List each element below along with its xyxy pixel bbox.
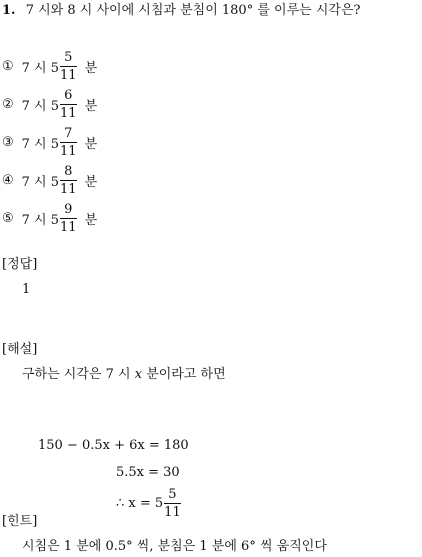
explanation-intro: 구하는 시각은 7 시 x 분이라고 하면: [22, 367, 226, 382]
equation-2: 5.5x = 30: [116, 465, 180, 480]
answer-value: 1: [22, 282, 31, 297]
option-mark: ②: [2, 96, 14, 112]
equation-3-fraction: $\frac{5}{11}$: [164, 486, 181, 520]
option-prefix: 7 시 5: [21, 60, 60, 76]
equation-1: 150 − 0.5x + 6x = 180: [38, 438, 189, 453]
option-fraction: $\frac{7}{11}$: [60, 125, 77, 159]
option-mark: ⑤: [2, 210, 14, 226]
hint-text: 시침은 1 분에 0.5° 씩, 분침은 1 분에 6° 씩 움직인다: [22, 539, 327, 554]
option-suffix: 분: [84, 174, 98, 190]
answer-label: [정답]: [2, 257, 38, 272]
option-mark: ①: [2, 58, 14, 74]
option-suffix: 분: [84, 60, 98, 76]
explanation-label: [해설]: [2, 342, 38, 357]
option-3[interactable]: [2, 127, 97, 157]
option-4[interactable]: [2, 165, 97, 195]
option-suffix: 분: [84, 98, 98, 114]
option-prefix: 7 시 5: [21, 98, 60, 114]
option-mark: ③: [2, 134, 14, 150]
hint-label: [힌트]: [2, 514, 38, 529]
option-suffix: 분: [84, 136, 98, 152]
option-prefix: 7 시 5: [21, 136, 60, 152]
option-fraction: $\frac{8}{11}$: [60, 163, 77, 197]
option-prefix: 7 시 5: [21, 212, 60, 228]
option-prefix: 7 시 5: [21, 174, 60, 190]
question-text: 7 시와 8 시 사이에 시침과 분침이 180° 를 이루는 시각은?: [25, 3, 361, 18]
option-fraction: $\frac{9}{11}$: [60, 201, 77, 235]
option-fraction: $\frac{6}{11}$: [60, 87, 77, 121]
question: [2, 4, 360, 17]
option-5[interactable]: [2, 203, 97, 233]
option-1[interactable]: [2, 51, 97, 81]
question-number: 1.: [2, 3, 16, 18]
option-fraction: $\frac{5}{11}$: [60, 49, 77, 83]
equation-3: ∴ x = 5 $\frac{5}{11}$: [116, 486, 181, 520]
option-2[interactable]: [2, 89, 97, 119]
option-suffix: 분: [84, 212, 98, 228]
option-mark: ④: [2, 172, 14, 188]
